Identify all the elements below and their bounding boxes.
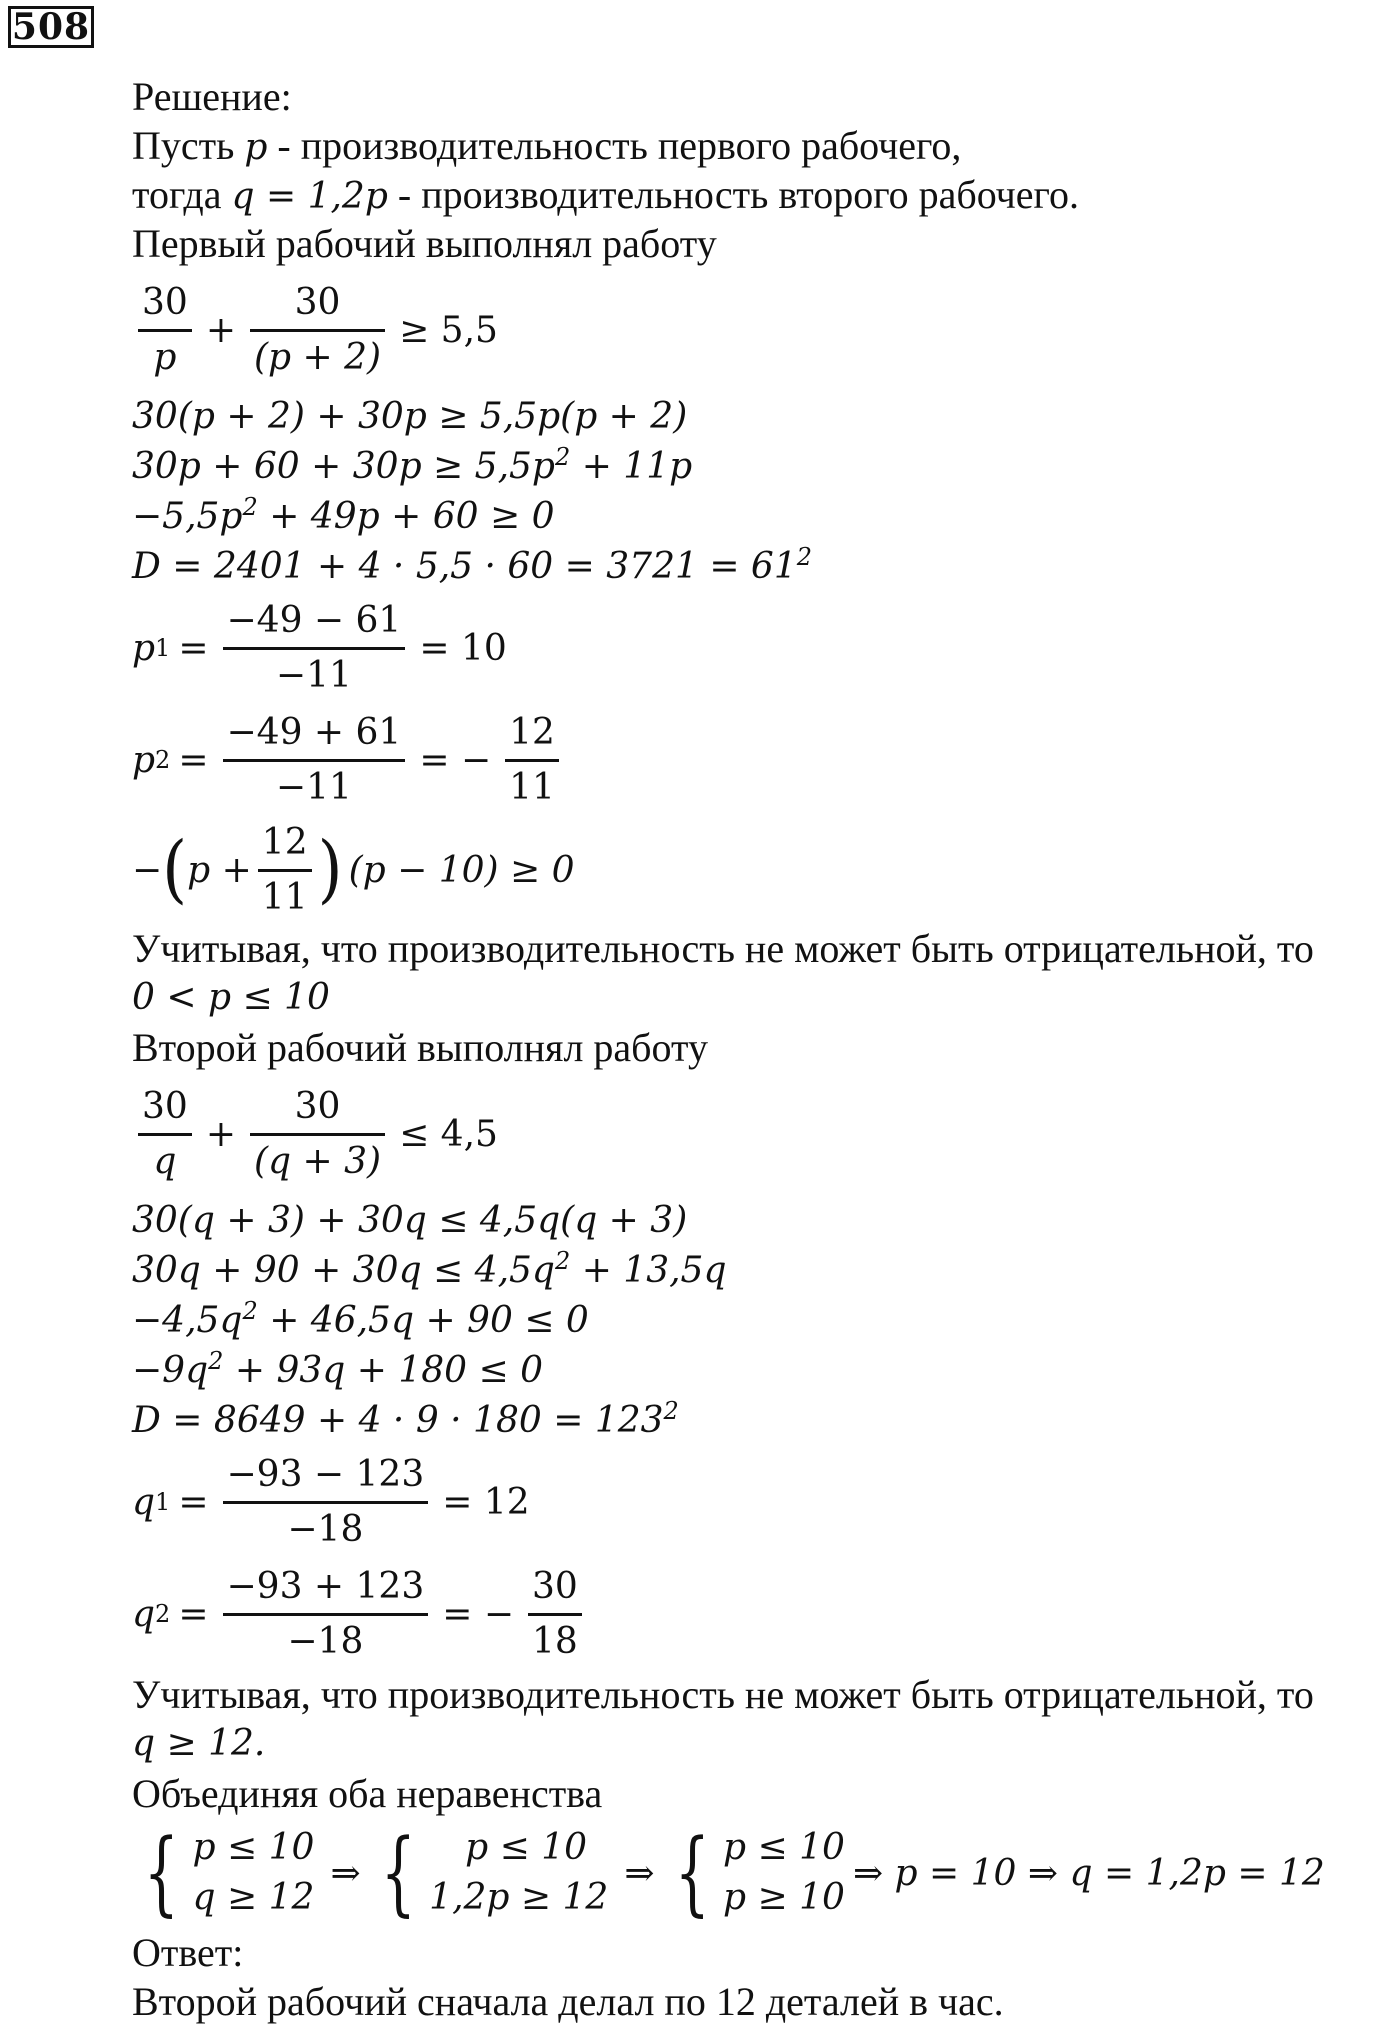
fraction: $\frac{30}{(p + 2)}$ [250,277,385,384]
math-line: 30(q + 3) + 30q ≤ 4,5q(q + 3) [132,1200,688,1241]
fraction: $\frac{-49 + 61}{-11}$ [223,707,406,814]
math-line: $D = 2401 + 4 \cdot 5,5 \cdot 60 = 3721 = 61^2$ [132,543,813,587]
text-line: Учитывая, что производительность не может быть отрицательной, то [132,1672,1314,1717]
text-line: Пусть p - производительность первого рабочего, [132,123,962,168]
root-p2: p 2 = $\frac{-49 + 61}{-11}$ = − $\frac{12}{11}$ [132,704,1392,816]
fraction: $\frac{30}{p}$ [138,277,192,384]
math-line: $-4,5q^2 + 46,5q + 90 \le 0$ [132,1297,589,1341]
fraction: $\frac{30}{(q + 3)}$ [250,1081,385,1188]
answer-text: Второй рабочий сначала делал по 12 деталей в час. [132,1979,1004,2024]
inequality-fraction: $\frac{30}{q}$ + $\frac{30}{(q + 3)}$ ≤ 4,5 [132,1072,1392,1196]
root-p1: p 1 = $\frac{-49 - 61}{-11}$ = 10 [132,592,1392,704]
math-line: 0 < p ≤ 10 [132,977,330,1018]
system-3: { p ≤ 10 p ≥ 10 [674,1819,845,1926]
answer-heading: Ответ: [132,1930,244,1975]
math-line: $-9q^2 + 93q + 180 \le 0$ [132,1347,544,1391]
text-line: тогда q = 1,2p - производительность второго рабочего. [132,172,1079,217]
inequality-fraction: $\frac{30}{p}$ + $\frac{30}{(p + 2)}$ ≥ 5,5 [132,268,1392,392]
fraction: $\frac{-93 + 123}{-18}$ [223,1561,429,1668]
math-line: $30p + 60 + 30p \ge 5,5p^2 + 11p$ [132,443,693,487]
math-line: $30q + 90 + 30q \le 4,5q^2 + 13,5q$ [132,1247,727,1291]
fraction: $\frac{12}{11}$ [505,707,559,814]
math-line: q ≥ 12. [132,1723,266,1764]
text-line: Объединяя оба неравенства [132,1771,603,1816]
fraction: $\frac{30}{q}$ [138,1081,192,1188]
solution-heading: Решение: [132,74,292,119]
system-chain: { p ≤ 10 q ≥ 12 ⇒ { p ≤ 10 1,2p ≥ 12 ⇒ { p ≤ 10 p ≥ 10 ⇒ p = 10 ⇒ q = 1,2p = 12 [132,1818,1392,1928]
fraction: $\frac{-49 - 61}{-11}$ [223,595,406,702]
fraction: $\frac{-93 - 123}{-18}$ [223,1449,429,1556]
root-q1: q 1 = $\frac{-93 - 123}{-18}$ = 12 [132,1446,1392,1558]
math-line: $-5,5p^2 + 49p + 60 \ge 0$ [132,493,555,537]
text-line: Второй рабочий выполнял работу [132,1025,708,1070]
root-q2: q 2 = $\frac{-93 + 123}{-18}$ = − $\frac{30}{18}$ [132,1558,1392,1670]
fraction: $\frac{12}{11}$ [258,817,312,924]
math-line: 30(p + 2) + 30p ≥ 5,5p(p + 2) [132,396,688,437]
text-line: Учитывая, что производительность не может быть отрицательной, то [132,926,1314,971]
text-line: Первый рабочий выполнял работу [132,221,717,266]
fraction: $\frac{30}{18}$ [528,1561,582,1668]
factored-inequality: − ( p + $\frac{12}{11}$ ) (p − 10) ≥ 0 [132,816,1392,924]
problem-number: 508 [8,6,94,48]
system-2: { p ≤ 10 1,2p ≥ 12 [380,1819,609,1926]
math-line: $D = 8649 + 4 \cdot 9 \cdot 180 = 123^2$ [132,1397,679,1441]
system-1: { p ≤ 10 q ≥ 12 [143,1819,315,1926]
solution-content [132,72,1392,2026]
